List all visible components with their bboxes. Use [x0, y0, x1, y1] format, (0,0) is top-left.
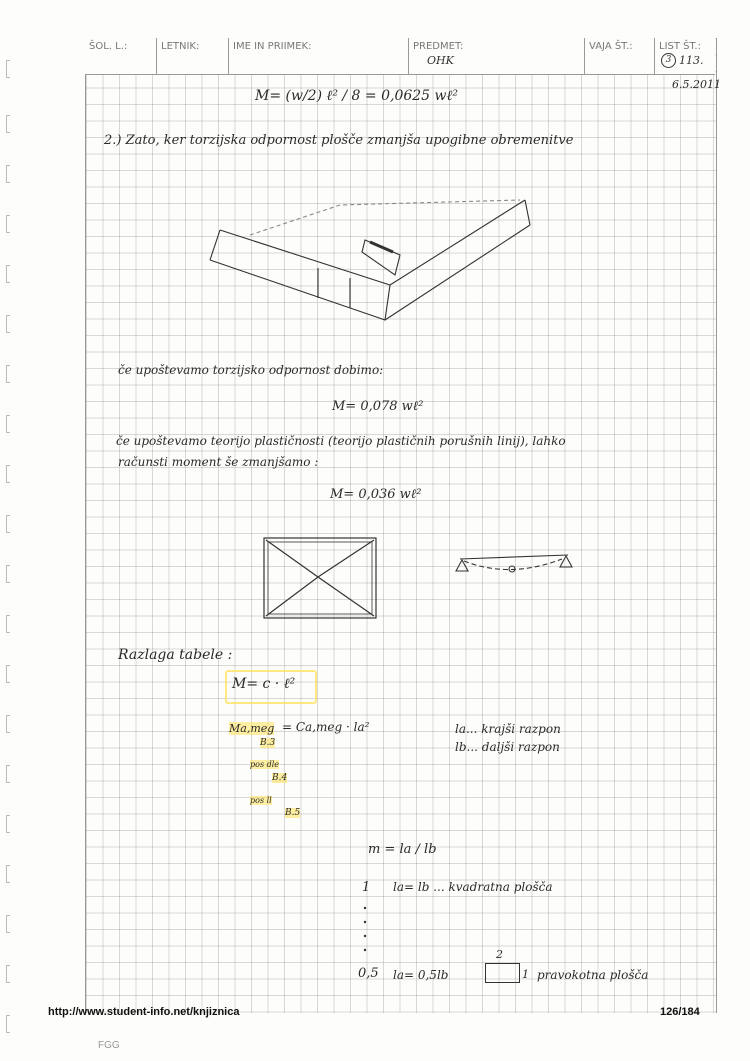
ref-b5: B.5 [285, 808, 301, 818]
la-definition: la... krajši razpon [455, 722, 561, 736]
plate-box [485, 963, 520, 983]
item-2-text: 2.) Zato, ker torzijska odpornost plošče zmanjša upogibne obremenitve [104, 133, 574, 148]
plastic-text-1: če upoštevamo teorijo plastičnosti (teorijo plastičnih porušnih linij), lahko [116, 434, 566, 448]
yield-line-slab-sketch [258, 532, 383, 627]
plastic-formula: M= 0,036 wℓ² [330, 487, 422, 502]
subject-cell: PREDMET: OHK [409, 38, 585, 74]
sheet-cell: LIST ŠT.: 3 113. [659, 41, 704, 67]
case-1-text: la= lb ... kvadratna plošča [393, 880, 553, 894]
ref-b4: B.4 [272, 773, 288, 783]
case-2-number: 0,5 [358, 966, 379, 981]
ref-b4-top: pos dle [250, 760, 279, 769]
plate-box-top-label: 2 [496, 948, 503, 961]
sheet-value: 113. [679, 54, 704, 67]
tables-heading: Razlaga tabele : [118, 647, 233, 663]
sheet-circle: 3 [661, 53, 676, 68]
school-cell: ŠOL. L.: [85, 38, 157, 74]
case-2-type: pravokotna plošča [537, 968, 649, 982]
plate-box-side-label: 1 [522, 968, 529, 981]
m-formula-b: = Ca,meg · la² [282, 720, 370, 734]
m-formula-a: Ma,meg [229, 722, 275, 735]
plastic-text-2: računsti moment še zmanjšamo : [118, 455, 319, 469]
subject-value: OHK [427, 54, 454, 67]
case-dots [360, 900, 370, 960]
form-header [85, 38, 715, 75]
formula-top: M= (w/2) ℓ² / 8 = 0,0625 wℓ² [255, 88, 458, 104]
footer-brand: FGG [98, 1040, 120, 1051]
tables-formula: M= c · ℓ² [232, 676, 296, 692]
binder-marks [0, 0, 20, 1061]
year-cell: LETNIK: [157, 38, 229, 74]
ref-b3: B.3 [260, 738, 276, 748]
torsion-formula: M= 0,078 wℓ² [332, 399, 424, 414]
footer-url[interactable]: http://www.student-info.net/knjiznica [48, 1006, 240, 1018]
footer-page-number: 126/184 [660, 1006, 700, 1018]
name-cell: IME IN PRIIMEK: [229, 38, 409, 74]
date: 6.5.2011 [672, 78, 721, 91]
case-2-text: la= 0,5lb [393, 968, 449, 982]
ref-b5-top: pos ll [250, 796, 272, 805]
case-1-number: 1 [362, 880, 371, 895]
exercise-cell: VAJA ŠT.: [585, 38, 655, 74]
beam-sketch [450, 545, 580, 585]
slab-corner-sketch [190, 180, 550, 340]
torsion-text: če upoštevamo torzijsko odpornost dobimo: [118, 363, 384, 377]
ratio-formula: m = la / lb [368, 842, 437, 857]
lb-definition: lb... daljši razpon [455, 740, 560, 754]
